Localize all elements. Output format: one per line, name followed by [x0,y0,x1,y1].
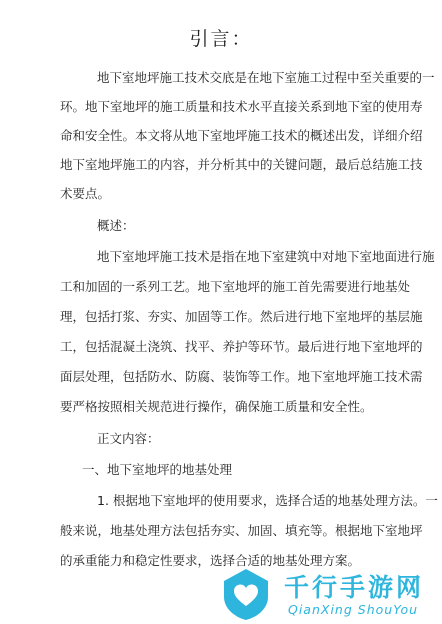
section-heading: 正文内容： [97,431,160,446]
paragraph-line: 1. 根据地下室地坪的使用要求，选择合适的地基处理方法。一 [97,493,438,508]
paragraph-line: 理，包括打浆、夯实、加固等工作。然后进行地下室地坪的基层施 [60,309,423,324]
paragraph-line: 要严格按照相关规范进行操作，确保施工质量和安全性。 [60,399,373,414]
heart-shield-logo-icon [218,566,274,622]
paragraph-line: 环。地下室地坪的施工质量和技术水平直接关系到地下室的使用寿 [60,99,423,114]
paragraph-line: 术要点。 [60,186,111,201]
paragraph-line: 地下室地坪施工技术是指在地下室建筑中对地下室地面进行施 [97,249,435,264]
document-title: 引言： [189,28,253,50]
paragraph-line: 面层处理，包括防水、防腐、装饰等工作。地下室地坪施工技术需 [60,369,423,384]
paragraph-line: 地下室地坪施工技术交底是在地下室施工过程中至关重要的一 [97,70,435,85]
watermark [218,566,438,624]
subsection-heading: 一、地下室地坪的地基处理 [82,462,233,477]
paragraph-line: 地下室地坪施工的内容，并分析其中的关键问题，最后总结施工技 [60,157,423,172]
watermark-subtitle: QianXing ShouYou [288,602,419,617]
paragraph-line: 工，包括混凝土浇筑、找平、养护等环节。最后进行地下室地坪的 [60,339,423,354]
paragraph-line: 命和安全性。本文将从地下室地坪施工技术的概述出发，详细介绍 [60,128,423,143]
watermark-title: 千行手游网 [284,573,425,602]
paragraph-line: 般来说，地基处理方法包括夯实、加固、填充等。根据地下室地坪 [60,523,423,538]
paragraph-line: 的承重能力和稳定性要求，选择合适的地基处理方案。 [60,553,361,568]
section-heading: 概述： [97,218,135,233]
paragraph-line: 工和加固的一系列工艺。地下室地坪的施工首先需要进行地基处 [60,279,411,294]
